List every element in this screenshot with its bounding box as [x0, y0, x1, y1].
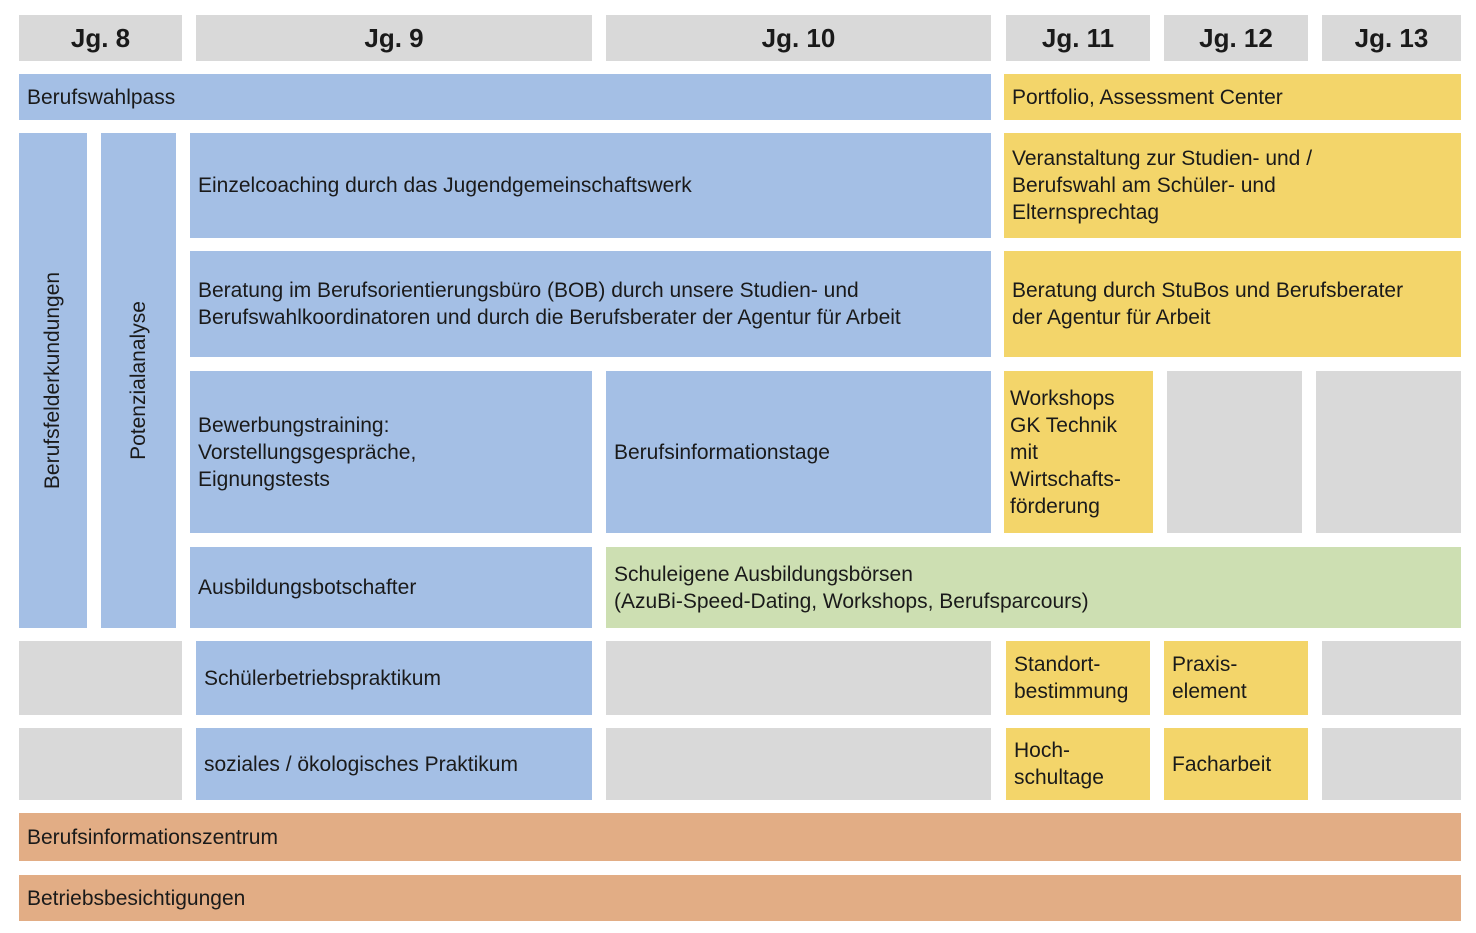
- header-jg11-label: Jg. 11: [1041, 22, 1115, 53]
- header-jg10: [606, 15, 991, 61]
- header-jg9: [196, 15, 592, 61]
- soziales-praktikum-label: soziales / ökologisches Praktikum: [204, 752, 518, 776]
- cell-empty-jg12-r4: [1167, 371, 1302, 533]
- cell-hochschultage: [1006, 728, 1150, 800]
- cell-soziales-praktikum: [196, 728, 592, 800]
- cell-ausbildungsboersen: [606, 547, 1461, 628]
- cell-portfolio: [1004, 74, 1461, 120]
- beratung-bob-label: Beratung im Berufsorientierungsbüro (BOB) durch unsere Studien- und Berufswahlkoordinatoren und durch die Berufsberater der Agentur für Arbeit: [198, 279, 901, 329]
- cell-berufsinformationszentrum: [19, 813, 1461, 861]
- header-jg13-label: Jg. 13: [1354, 22, 1429, 53]
- berufsfelderkundungen-label: Berufsfelderkundungen: [41, 271, 65, 490]
- cell-berufswahlpass: [19, 74, 991, 120]
- hochschultage-label: Hoch- schultage: [1014, 739, 1104, 789]
- potenzialanalyse-label: Potenzialanalyse: [127, 301, 150, 460]
- beratung-stubos-label: Beratung durch StuBos und Berufsberater der Agentur für Arbeit: [1012, 279, 1404, 329]
- cell-einzelcoaching: [190, 133, 991, 238]
- einzelcoaching-label: Einzelcoaching durch das Jugendgemeinschaftswerk: [198, 174, 692, 197]
- cell-workshops-gk: [1004, 371, 1153, 533]
- header-jg8-label: Jg. 8: [70, 22, 131, 53]
- header-jg13: [1322, 15, 1461, 61]
- cell-standortbestimmung: [1006, 641, 1150, 715]
- schuelerbetriebspraktikum-label: Schülerbetriebspraktikum: [204, 666, 441, 690]
- cell-praxiselement: [1164, 641, 1308, 715]
- workshops-gk-label: Workshops GK Technik mit Wirtschafts- förderung: [1010, 386, 1121, 518]
- cell-ausbildungsbotschafter: [190, 547, 592, 628]
- cell-empty-jg13-r4: [1316, 371, 1461, 533]
- cell-schuelerbetriebspraktikum: [196, 641, 592, 715]
- header-jg10-label: Jg. 10: [761, 22, 836, 53]
- cell-beratung-bob: [190, 251, 991, 357]
- cell-berufsinformationstage: [606, 371, 991, 533]
- header-jg12-label: Jg. 12: [1199, 22, 1273, 53]
- ausbildungsbotschafter-label: Ausbildungsbotschafter: [198, 576, 417, 599]
- cell-berufsfelderkundungen: [19, 133, 87, 628]
- cell-empty-jg10-r6: [606, 641, 991, 715]
- veranstaltung-label: Veranstaltung zur Studien- und / Berufswahl am Schüler- und Elternsprechtag: [1012, 147, 1313, 224]
- praxiselement-label: Praxis- element: [1172, 653, 1247, 703]
- cell-bewerbungstraining: [190, 371, 592, 533]
- ausbildungsboersen-label: Schuleigene Ausbildungsbörsen (AzuBi-Speed-Dating, Workshops, Berufsparcours): [614, 562, 1089, 613]
- cell-empty-jg8-r7: [19, 728, 182, 800]
- header-jg12: [1164, 15, 1308, 61]
- portfolio-label: Portfolio, Assessment Center: [1012, 85, 1283, 109]
- header-jg11: [1006, 15, 1150, 61]
- standortbestimmung-label: Standort- bestimmung: [1014, 653, 1129, 703]
- cell-empty-jg10-r7: [606, 728, 991, 800]
- cell-betriebsbesichtigungen: [19, 875, 1461, 921]
- cell-facharbeit: [1164, 728, 1308, 800]
- cell-veranstaltung: [1004, 133, 1461, 238]
- cell-potenzialanalyse: [101, 133, 176, 628]
- header-jg8: [19, 15, 182, 61]
- header-jg9-label: Jg. 9: [364, 22, 424, 53]
- cell-empty-jg8-r6: [19, 641, 182, 715]
- betriebsbesichtigungen-label: Betriebsbesichtigungen: [27, 886, 246, 910]
- cell-beratung-stubos: [1004, 251, 1461, 357]
- cell-empty-jg13-r6: [1322, 641, 1461, 715]
- cell-empty-jg13-r7: [1322, 728, 1461, 800]
- berufsinformationszentrum-label: Berufsinformationszentrum: [27, 825, 278, 849]
- facharbeit-label: Facharbeit: [1172, 752, 1272, 776]
- bewerbungstraining-label: Bewerbungstraining: Vorstellungsgespräche, Eignungstests: [198, 413, 417, 491]
- berufswahlpass-label: Berufswahlpass: [27, 85, 176, 109]
- berufsinformationstage-label: Berufsinformationstage: [614, 440, 830, 464]
